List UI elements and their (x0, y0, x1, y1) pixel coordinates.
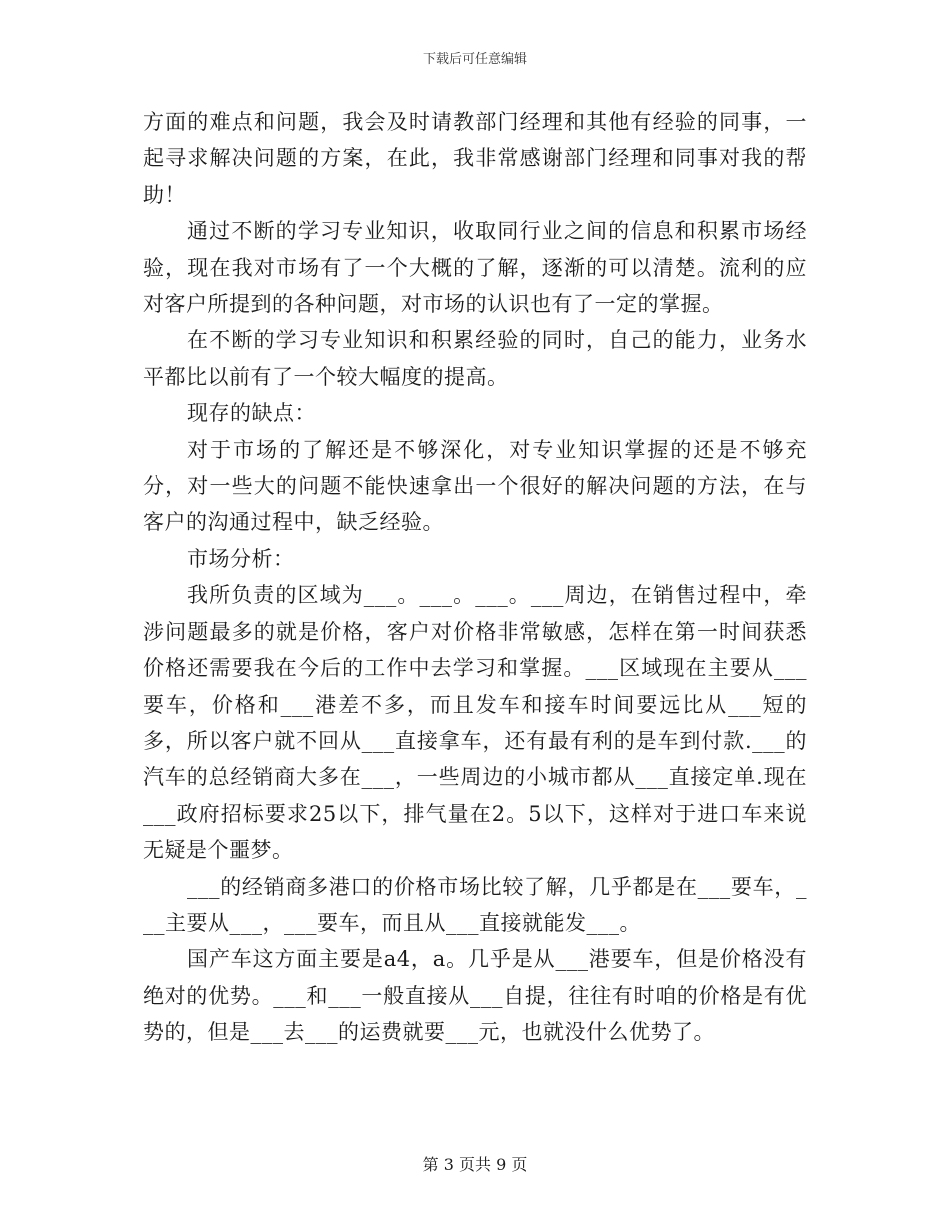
document-body (143, 104, 807, 1051)
section-heading-market-analysis: 市场分析： (187, 546, 295, 571)
section-heading-shortcomings: 现存的缺点： (187, 401, 316, 426)
paragraph-dealers: ___的经销商多港口的价格市场比较了解，几乎都是在___要车，___主要从___，___要车，而且从___直接就能发___。 (143, 874, 807, 935)
paragraph-market-learning: 通过不断的学习专业知识，收取同行业之间的信息和积累市场经验，现在我对市场有了一个大概的了解，逐渐的可以清楚。流利的应对客户所提到的各种问题，对市场的认识也有了一定的掌握。 (143, 219, 807, 317)
paragraph-ability-growth: 在不断的学习专业知识和积累经验的同时，自己的能力，业务水平都比以前有了一个较大幅度的提高。 (143, 328, 807, 389)
page-header: 下载后可任意编辑 (422, 52, 527, 67)
paragraph-continuation: 方面的难点和问题，我会及时请教部门经理和其他有经验的同事，一起寻求解决问题的方案，在此，我非常感谢部门经理和同事对我的帮助！ (143, 110, 807, 207)
page-number: 第 3 页共 9 页 (422, 1155, 528, 1174)
paragraph-shortcomings: 对于市场的了解还是不够深化，对专业知识掌握的还是不够充分，对一些大的问题不能快速拿出一个很好的解决问题的方法，在与客户的沟通过程中，缺乏经验。 (143, 437, 807, 535)
paragraph-domestic-cars: 国产车这方面主要是a4，a。几乎是从___港要车，但是价格没有绝对的优势。___和___一般直接从___自提，往往有时咱的价格是有优势的，但是___去___的运费就要___元，也就没什么优势了。 (143, 947, 807, 1045)
paragraph-region-analysis: 我所负责的区域为___。___。___。___周边，在销售过程中，牵涉问题最多的就是价格，客户对价格非常敏感，怎样在第一时间获悉价格还需要我在今后的工作中去学习和掌握。___区域现在主要从___要车，价格和___港差不多，而且发车和接车时间要远比从___短的多，所以客户就不回从___直接拿车，还有最有利的是车到付款.___的汽车的总经销商大多在___，一些周边的小城市都从___直接定单.现在___政府招标要求25以下，排气量在2。5以下，这样对于进口车来说无疑是个噩梦。 (143, 583, 807, 863)
